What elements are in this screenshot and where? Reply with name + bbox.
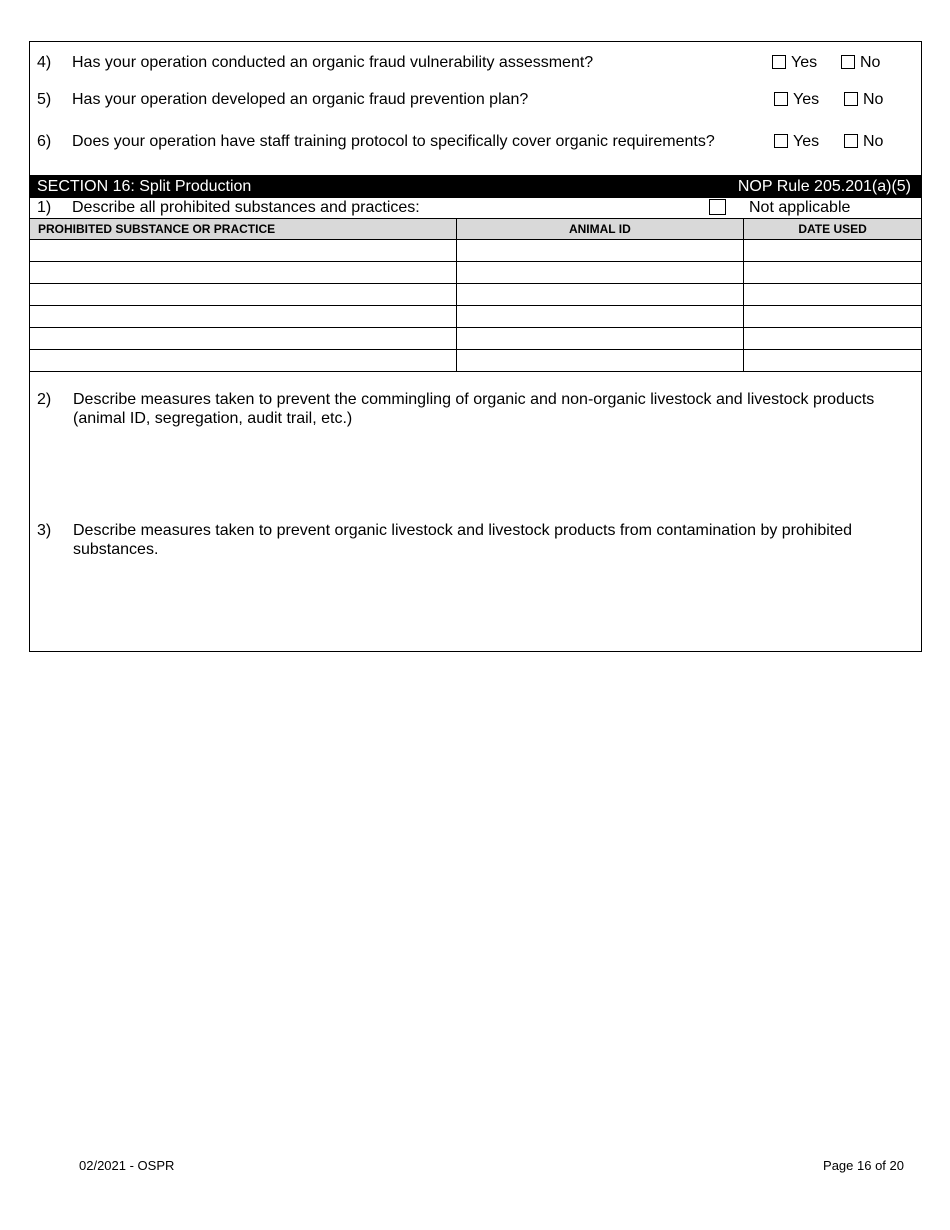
table-cell[interactable] [456, 284, 744, 306]
section-header [30, 175, 921, 198]
table-cell[interactable] [30, 262, 457, 284]
section-title: SECTION 16: Split Production [37, 178, 252, 195]
table-row [30, 328, 922, 350]
column-header-animal-id: ANIMAL ID [456, 219, 744, 240]
table-cell[interactable] [456, 350, 744, 372]
question-text: Describe measures taken to prevent organic livestock and livestock products from contamination by prohibited substances. [73, 522, 853, 558]
question-2[interactable] [30, 390, 921, 510]
table-cell[interactable] [456, 328, 744, 350]
table-cell[interactable] [30, 350, 457, 372]
form-frame [29, 41, 922, 652]
question-number: 5) [37, 91, 52, 108]
question-text: Has your operation developed an organic fraud prevention plan? [72, 91, 529, 108]
question-number: 2) [37, 391, 52, 408]
yes-label: Yes [793, 133, 820, 150]
no-option[interactable] [844, 132, 883, 151]
table-cell[interactable] [456, 240, 744, 262]
question-text: Has your operation conducted an organic fraud vulnerability assessment? [72, 54, 594, 71]
no-label: No [863, 91, 884, 108]
table-cell[interactable] [744, 262, 922, 284]
footer-page-number: Page 16 of 20 [823, 1158, 904, 1173]
column-header-date-used: DATE USED [744, 219, 922, 240]
table-header-row [30, 219, 922, 240]
question-number: 1) [37, 199, 52, 216]
table-cell[interactable] [30, 240, 457, 262]
table-cell[interactable] [30, 328, 457, 350]
yes-option[interactable] [772, 53, 817, 72]
table-row [30, 240, 922, 262]
footer-form-version: 02/2021 - OSPR [79, 1158, 175, 1173]
table-cell[interactable] [456, 306, 744, 328]
table-cell[interactable] [744, 284, 922, 306]
table-row [30, 284, 922, 306]
question-1 [30, 198, 921, 218]
yes-checkbox[interactable] [772, 55, 786, 69]
no-checkbox[interactable] [844, 92, 858, 106]
question-number: 6) [37, 133, 52, 150]
table-cell[interactable] [744, 240, 922, 262]
question-text: Does your operation have staff training protocol to specifically cover organic requirements? [72, 133, 715, 150]
table-row [30, 262, 922, 284]
table-cell[interactable] [456, 262, 744, 284]
question-number: 3) [37, 522, 52, 539]
question-3[interactable] [30, 521, 921, 641]
no-checkbox[interactable] [841, 55, 855, 69]
no-option[interactable] [841, 53, 880, 72]
question-text: Describe measures taken to prevent the commingling of organic and non-organic livestock and livestock products (animal ID, segregation, audit trail, etc.) [73, 391, 875, 427]
question-number: 4) [37, 54, 52, 71]
yes-label: Yes [793, 91, 820, 108]
question-text: Describe all prohibited substances and practices: [72, 199, 420, 216]
table-cell[interactable] [744, 350, 922, 372]
table-cell[interactable] [744, 328, 922, 350]
table-row [30, 306, 922, 328]
yes-label: Yes [791, 54, 818, 71]
table-cell[interactable] [30, 284, 457, 306]
yes-option[interactable] [774, 90, 819, 109]
yes-checkbox[interactable] [774, 92, 788, 106]
section-rule-reference: NOP Rule 205.201(a)(5) [737, 178, 911, 195]
no-option[interactable] [844, 90, 883, 109]
no-label: No [863, 133, 884, 150]
no-checkbox[interactable] [844, 134, 858, 148]
prohibited-substances-table [29, 218, 922, 372]
table-cell[interactable] [30, 306, 457, 328]
yes-checkbox[interactable] [774, 134, 788, 148]
column-header-substance: PROHIBITED SUBSTANCE OR PRACTICE [30, 219, 457, 240]
table-row [30, 350, 922, 372]
no-label: No [860, 54, 881, 71]
not-applicable-checkbox[interactable] [709, 199, 726, 215]
yes-option[interactable] [774, 132, 819, 151]
table-cell[interactable] [744, 306, 922, 328]
not-applicable-label: Not applicable [749, 199, 851, 216]
